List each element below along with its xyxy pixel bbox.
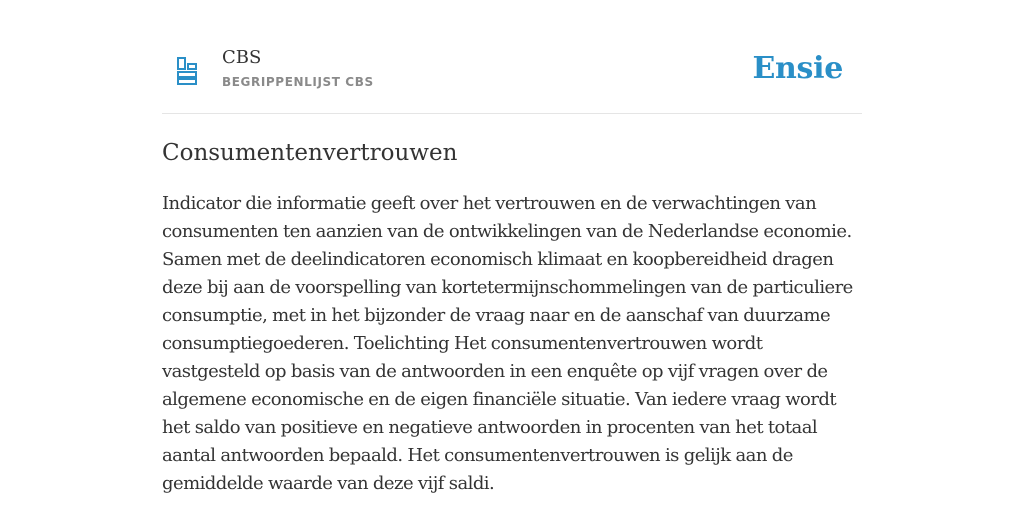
source-name[interactable]: CBS bbox=[222, 47, 262, 68]
entry-definition: Indicator die informatie geeft over het vertrouwen en de verwachtingen van consumenten ten aanzien van de ontwikkelingen van de Nederlandse economie. Samen met de deelindicatoren economisch klimaat en koopbereidheid dragen deze bij aan de voorspelling van kortetermijnschommelingen van de particuliere consumptie, met in het bijzonder de vraag naar en de aanschaf van duurzame consumptiegoederen. Toelichting Het consumentenvertrouwen wordt vastgesteld op basis van de antwoorden in een enquête op vijf vragen over de algemene economische en de eigen financiële situatie. Van iedere vraag wordt het saldo van positieve en negatieve antwoorden in procenten van het totaal aantal antwoorden bepaald. Het consumentenvertrouwen is gelijk aan de gemiddelde waarde van deze vijf saldi. bbox=[162, 193, 853, 494]
source-subtitle[interactable]: BEGRIPPENLIJST CBS bbox=[222, 75, 374, 89]
entry-title: Consumentenvertrouwen bbox=[162, 140, 458, 166]
definition-card bbox=[162, 0, 862, 494]
ensie-logo[interactable]: Ensie bbox=[752, 51, 843, 86]
card-header bbox=[162, 0, 862, 114]
cbs-logo-icon bbox=[176, 56, 198, 86]
